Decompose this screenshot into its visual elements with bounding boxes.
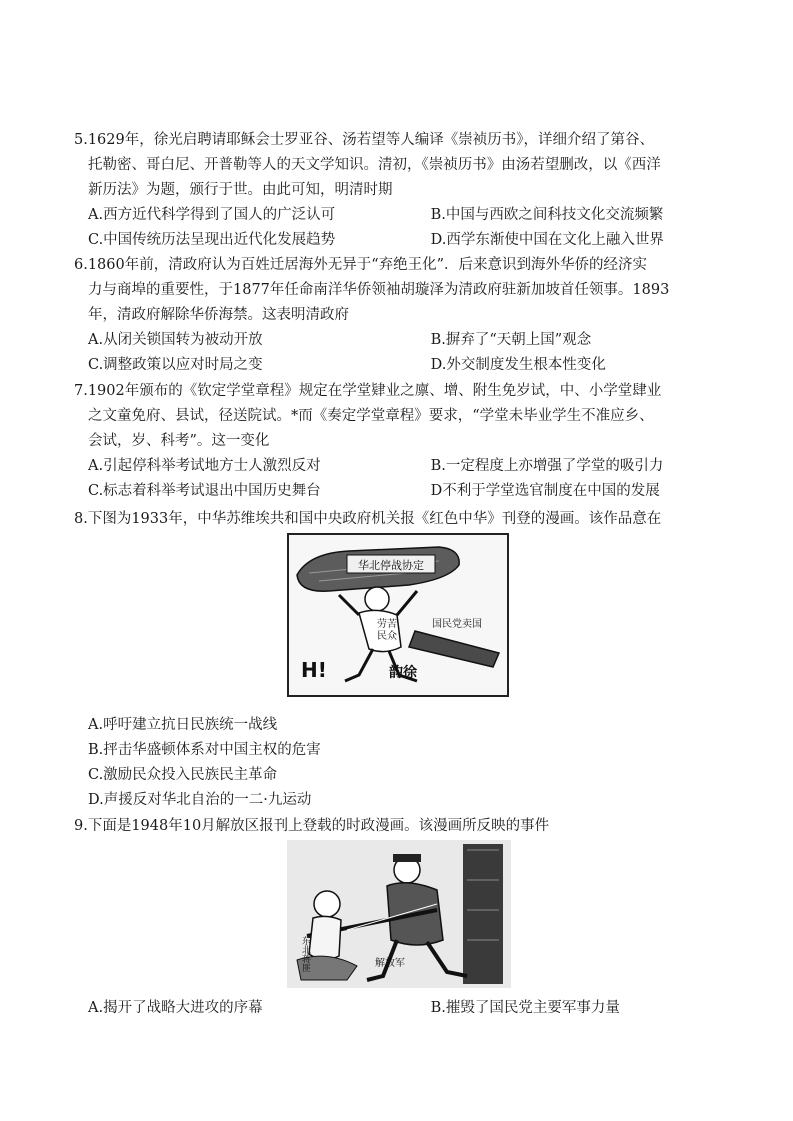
enemy-head-shape [314,891,340,917]
cartoon-label: H! [301,658,327,682]
question-5 [74,128,726,253]
cartoon-label: 韵徐 [389,665,417,681]
stem-line: 年，清政府解除华侨海禁。这表明清政府 [88,307,349,323]
option-b[interactable]: B.一定程度上亦增强了学堂的吸引力 [430,458,664,474]
question-8-stem: 8.下图为1933年，中华苏维埃共和国中央政府机关报《红色中华》刊登的漫画。该作品意在 [74,511,662,527]
enemy-body-shape [309,916,341,959]
option-b[interactable]: B.中国与西欧之间科技文化交流频繁 [430,207,664,223]
cartoon-1933 [287,533,509,697]
question-6-stem [74,253,726,328]
option-a[interactable]: A.从闭关锁国转为被动开放 [88,332,263,348]
stem-line: 会试，岁、科考”。这一变化 [88,433,270,449]
figure-head-shape [365,587,389,611]
stem-line: 力与商埠的重要性，于1877年任命南洋华侨领袖胡璇泽为清政府驻新加坡首任领事。1893 [88,282,670,298]
cartoon-1948 [287,840,511,988]
cartoon-label: 国民党卖国 [432,619,482,630]
stem-line: 5.1629年，徐光启聘请耶稣会士罗亚谷、汤若望等人编译《崇祯历书》，详细介绍了第谷、 [74,132,654,148]
option-a[interactable]: A.揭开了战略大进攻的序幕 [88,1000,263,1016]
question-7 [74,379,726,504]
option-d[interactable]: D不利于学堂选官制度在中国的发展 [430,483,660,499]
option-b[interactable]: B.抨击华盛顿体系对中国主权的危害 [88,742,321,758]
question-8 [74,507,726,532]
option-c[interactable]: C.激励民众投入民族民主革命 [88,767,278,783]
option-c[interactable]: C.中国传统历法呈现出近代化发展趋势 [88,232,336,248]
option-c[interactable]: C.调整政策以应对时局之变 [88,357,263,373]
stem-line: 7.1902年颁布的《钦定学堂章程》规定在学堂肄业之廪、增、附生免岁试，中、小学堂肆业 [74,383,662,399]
stem-line: 6.1860年前，清政府认为百姓迁居海外无异于“弃绝王化”．后来意识到海外华侨的经济实 [74,257,648,273]
stem-line: 托勒密、哥白尼、开普勒等人的天文学知识。清初，《崇祯历书》由汤若望删改，以《西洋 [88,157,661,173]
cartoon-label: 民众 [377,631,397,642]
cartoon-label: 解放军 [375,958,405,969]
stem-line: 新历法》为题，颁行于世。由此可知，明清时期 [88,182,393,198]
question-8-options [74,713,726,813]
option-c[interactable]: C.标志着科举考试退出中国历史舞台 [88,483,321,499]
cartoon-illustration [289,535,507,695]
question-6 [74,253,726,378]
door-frame-shape [463,844,503,984]
cartoon-illustration [287,840,511,988]
option-a[interactable]: A.呼吁建立抗日民族统一战线 [88,717,278,733]
stem-line: 之文童免府、县试，径送院试。*而《奏定学堂章程》要求，“学堂未毕业学生不准应乡、 [88,408,654,424]
soldier-cap-shape [393,854,421,862]
option-a[interactable]: A.西方近代科学得到了国人的广泛认可 [88,207,336,223]
question-9 [74,814,726,839]
question-9-options [74,996,726,1021]
question-7-stem [74,379,726,454]
cartoon-label: 华北停战协定 [358,559,424,572]
question-5-stem [74,128,726,203]
cartoon-label: 劳苦 [377,619,397,630]
option-d[interactable]: D.西学东渐使中国在文化上融入世界 [430,232,664,248]
option-d[interactable]: D.声援反对华北自治的一二·九运动 [88,792,312,808]
option-b[interactable]: B.摒弃了“天朝上国”观念 [430,332,592,348]
option-a[interactable]: A.引起停科举考试地方士人激烈反对 [88,458,321,474]
cartoon-label: 东北蒋匪 [300,936,310,972]
kmt-log-shape [409,631,499,667]
option-b[interactable]: B.摧毁了国民党主要军事力量 [430,1000,620,1016]
question-9-stem: 9.下面是1948年10月解放区报刊上登载的时政漫画。该漫画所反映的事件 [74,818,550,834]
option-d[interactable]: D.外交制度发生根本性变化 [430,357,606,373]
